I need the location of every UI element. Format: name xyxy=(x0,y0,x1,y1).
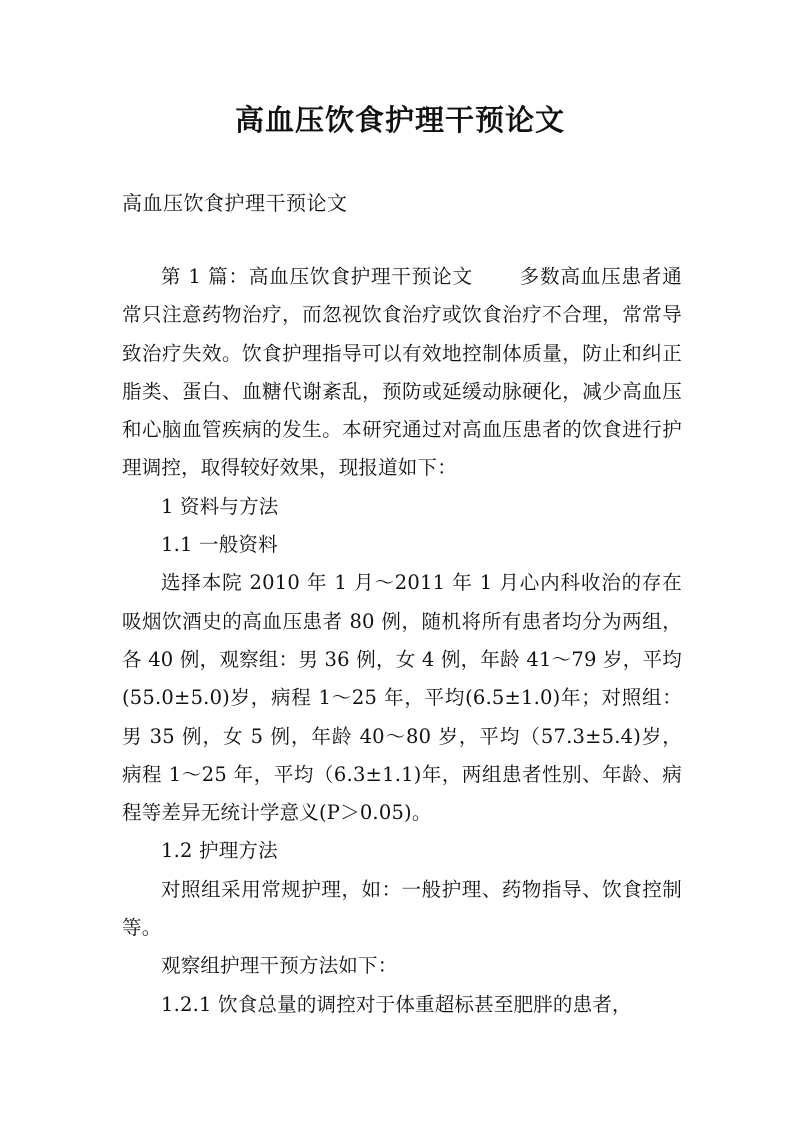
section-heading-1-2: 1.2 护理方法 xyxy=(161,839,278,863)
section-1-2-paragraph-2: 观察组护理干预方法如下： xyxy=(161,954,398,978)
document-title: 高血压饮食护理干预论文 xyxy=(234,103,565,137)
intro-heading: 第 1 篇：高血压饮食护理干预论文 xyxy=(161,265,473,288)
section-heading-1-1: 1.1 一般资料 xyxy=(161,533,278,557)
section-1-1-paragraph: 选择本院 2010 年 1 月～2011 年 1 月心内科收治的存在吸烟饮酒史的高血压患者 80 例，随机将所有患者均分为两组，各 40 例，观察组：男 36 例，女 4 例，年龄 41～79 岁，平均(55.0±5.0)岁，病程 1～25 年，平均(6.5±1.0)年；对照组：男 35 例，女 5 例，年龄 40～80 岁，平均（57.3±5.4)岁，病程 1～25 年，平均（6.3±1.1)年，两组患者性别、年龄、病程等差异无统计学意义(P＞0.05)。 xyxy=(122,571,682,825)
intro-paragraph xyxy=(122,258,682,488)
intro-body: 多数高血压患者通常只注意药物治疗，而忽视饮食治疗或饮食治疗不合理，常常导致治疗失效。饮食护理指导可以有效地控制体质量，防止和纠正脂类、蛋白、血糖代谢紊乱，预防或延缓动脉硬化，减少高血压和心脑血管疾病的发生。本研究通过对高血压患者的饮食进行护理调控，取得较好效果，现报道如下： xyxy=(122,265,682,480)
section-heading-1: 1 资料与方法 xyxy=(161,494,279,518)
section-1-2-paragraph: 对照组采用常规护理，如：一般护理、药物指导、饮食控制等。 xyxy=(122,877,682,940)
document-body xyxy=(122,258,682,1024)
document-subtitle: 高血压饮食护理干预论文 xyxy=(122,191,348,215)
section-1-2-1-paragraph: 1.2.1 饮食总量的调控对于体重超标甚至肥胖的患者， xyxy=(161,992,632,1016)
